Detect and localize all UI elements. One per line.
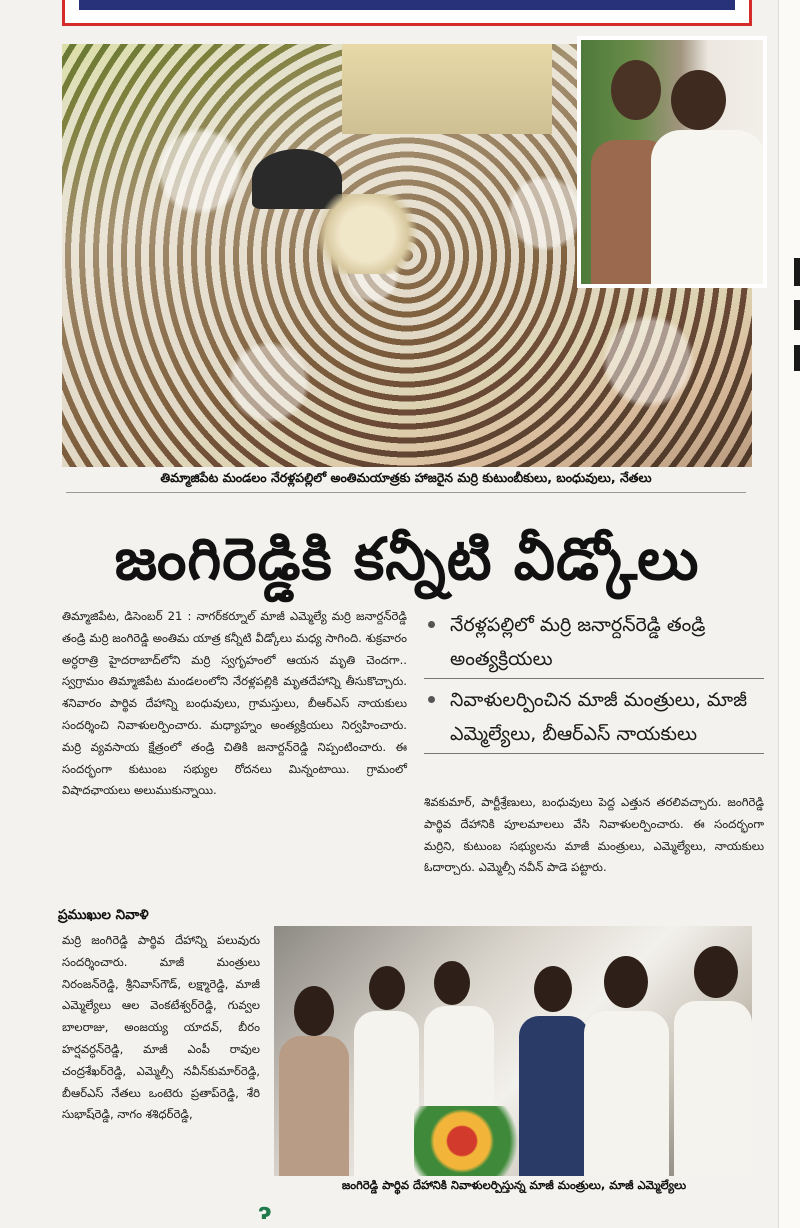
flower-wreath-shape [414,1106,534,1176]
edge-mark [794,300,800,330]
bullet-icon [428,621,435,628]
tribute-paragraph: మర్రి జంగిరెడ్డి పార్థివ దేహాన్ని పలువురు సందర్శించారు. మాజీ మంత్రులు నిరంజన్‌రెడ్డి, శ్రీనివాస్‌గౌడ్‌, లక్ష్మారెడ్డి, మాజీ ఎమ్మెల్యేలు ఆల వెంకటేశ్వర్‌రెడ్డి, గువ్వల బాలరాజు, అంజయ్య యాదవ్‌, బీరం హర్షవర్ధన్‌రెడ్డి, మాజీ ఎంపీ రావుల చంద్రశేఖర్‌రెడ్డి, ఎమ్మెల్సీ నవీన్‌కుమార్‌రెడ్డి, బీఆర్‌ఎస్‌ నేతలు ఒంటెరు ప్రతాప్‌రెడ్డి, శేరి సుభాష్‌రెడ్డి, నాగం శశిధర్‌రెడ్డి, [62,933,260,1122]
lead-paragraph: తిమ్మాజిపేట, డిసెంబర్‌ 21 : నాగర్‌కర్నూల్‌ మాజీ ఎమ్మెల్యే మర్రి జనార్దన్‌రెడ్డి తండ్రి మర్రి జంగిరెడ్డి అంతిమ యాత్ర కన్నీటి వీడ్కోలు మధ్య సాగింది. శుక్రవారం అర్ధరాత్రి హైదరాబాద్‌లోని మర్రి స్వగృహంలో ఆయన మృతి చెందగా.. స్వగ్రామం తిమ్మాజిపేట మండలంలోని నేరళ్లపల్లికి మృతదేహాన్ని తీసుకొచ్చారు. శనివారం పార్థివ దేహాన్ని బంధువులు, గ్రామస్తులు, బీఆర్‌ఎస్‌ నాయకులు సందర్శించి నివాళులర్పించారు. మధ్యాహ్నం అంత్యక్రియలు నిర్వహించారు. మర్రి వ్యవసాయ క్షేత్రంలో తండ్రి చితికి జనార్దన్‌రెడ్డి నిప్పంటించారు. ఈ సందర్భంగా కుటుంబ సభ్యుల రోదనలు మిన్నంటాయి. గ్రామంలో విషాదఛాయలు అలుముకున్నాయి. [62,609,407,798]
continued-paragraph: శివకుమార్‌, పార్టీశ్రేణులు, బంధువులు పెద్ద ఎత్తున తరలివచ్చారు. జంగిరెడ్డి పార్థివ దేహానికి పూలమాలలు వేసి నివాళులర్పించారు. ఈ సందర్భంగా మర్రిని, కుటుంబ సభ్యులను మాజీ మంత్రులు, ఎమ్మెల్యేలు, నాయకులు ఓదార్చారు. ఎమ్మెల్సీ నవీన్‌ పాడె పట్టారు. [424,795,764,875]
highlight-2: నివాళులర్పించిన మాజీ మంత్రులు, మాజీ ఎమ్మెల్యేలు, బీఆర్‌ఎస్‌ నాయకులు [424,683,764,754]
flower-bier-shape [312,194,422,274]
headline: జంగిరెడ్డికి కన్నీటి వీడ్కోలు [114,525,700,593]
adjacent-page-edge [778,0,800,1228]
edge-mark [794,345,800,371]
masthead-strip [62,0,752,26]
publisher-logo-icon: ɂ [258,1200,272,1225]
leaders-tribute-photo [274,926,752,1176]
edge-mark [794,258,800,286]
leaders-photo-caption: జంగిరెడ్డి పార్థివ దేహానికి నివాళులర్పిస్తున్న మాజీ మంత్రులు, మాజీ ఎమ్మెల్యేలు [341,1178,687,1192]
section-subhead: ప్రముఖుల నివాళి [58,907,149,923]
condolence-photo [577,36,767,288]
crowd-photo-caption: తిమ్మాజిపేట మండలం నేరళ్లపల్లిలో అంతిమయాత్రకు హాజరైన మర్రి కుటుంబీకులు, బంధువులు, నేతలు [66,470,746,493]
bullet-icon [428,696,435,703]
highlight-1: నేరళ్లపల్లిలో మర్రి జనార్దన్‌రెడ్డి తండ్రి అంత్యక్రియలు [424,608,764,679]
